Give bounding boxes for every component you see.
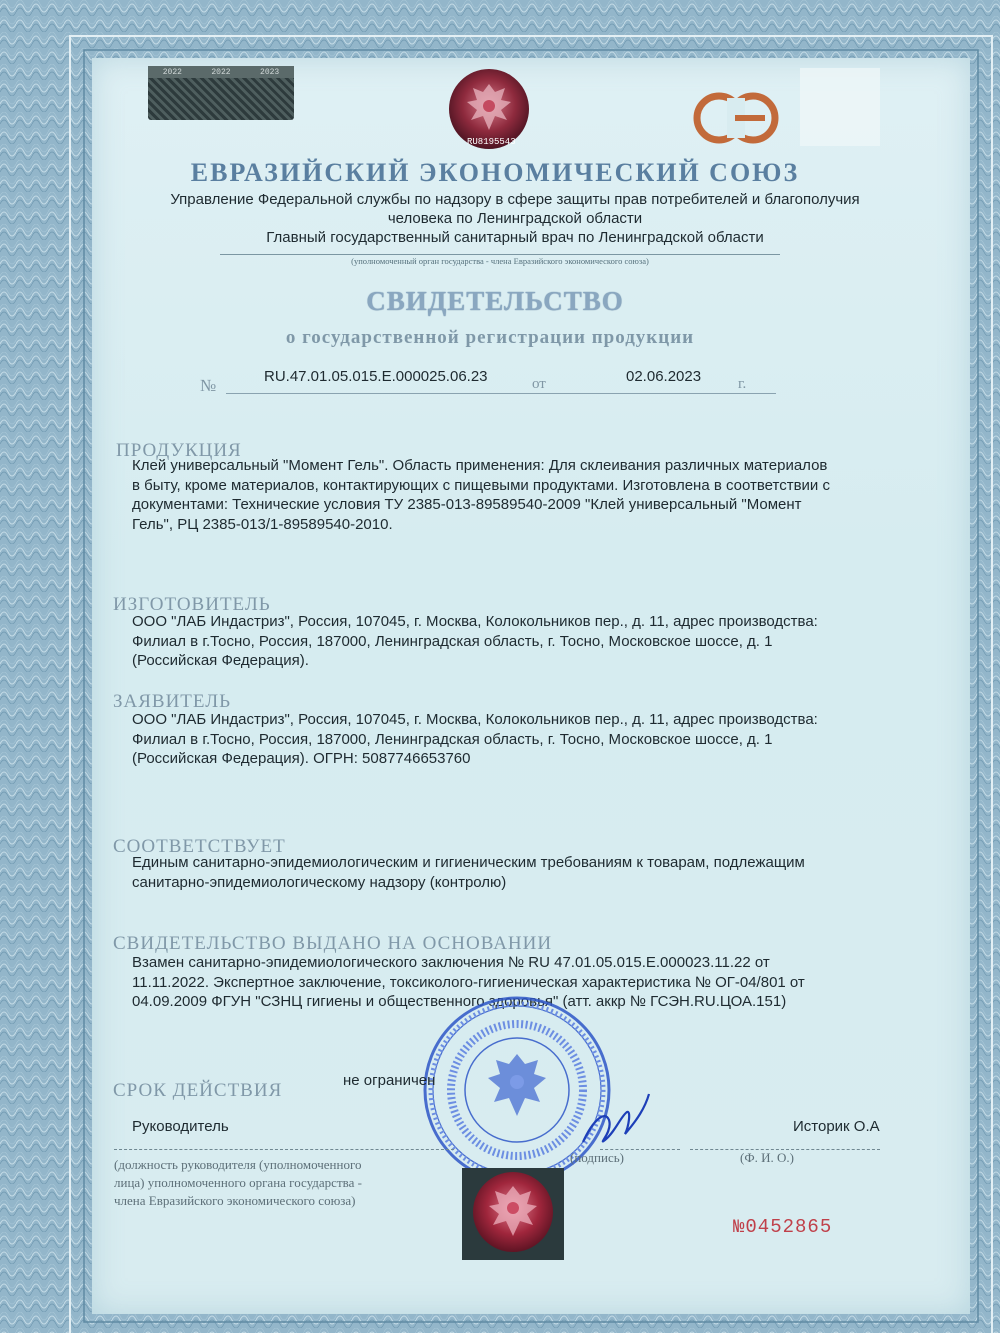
product-heading: ПРОДУКЦИЯ [116,440,242,461]
text-line: Гель", РЦ 2385-013/1-89589540-2010. [132,515,393,533]
text-line: документами: Технические условия ТУ 2385-013-89589540-2009 "Клей универсальный "Момент [132,496,802,513]
certificate-subtitle: о государственной регистрации продукции [285,327,695,348]
certificate-number: RU.47.01.05.015.Е.000025.06.23 [264,368,488,385]
hologram-strip [148,68,294,120]
applicant-heading: ЗАЯВИТЕЛЬ [113,691,232,712]
union-title: ЕВРАЗИЙСКИЙ ЭКОНОМИЧЕСКИЙ СОЮЗ [190,158,800,187]
text-line: ООО "ЛАБ Индастриз", Россия, 107045, г. Москва, Колокольников пер., д. 11, адрес производства: [132,613,818,630]
basis-heading: СВИДЕТЕЛЬСТВО ВЫДАНО НА ОСНОВАНИИ [113,933,553,954]
manufacturer-text [132,612,818,671]
from-label: от [532,376,546,392]
authority-line: человека по Ленинградской области [387,210,643,227]
complies-text [132,853,805,892]
role-line [114,1149,454,1150]
certificate-date: 02.06.2023 [626,368,702,385]
applicant-text [132,710,818,769]
complies-heading: СООТВЕТСТВУЕТ [113,836,286,857]
text-line: 11.11.2022. Экспертное заключение, токсиколого-гигиеническая характеристика № ОГ-04/801 от [132,973,805,991]
hologram-year: 2023 [260,67,280,77]
product-text [132,456,830,534]
authority-note: (уполномоченный орган государства - члена Евразийского экономического союза) [220,254,780,266]
authority-line: Управление Федеральной службы по надзору в сфере защиты прав потребителей и благополучия [170,191,860,208]
signatory-role: Руководитель [132,1118,229,1135]
hologram-seal-icon [462,1168,564,1260]
fio-note: (Ф. И. О.) [740,1150,794,1165]
number-label: № [200,376,217,395]
role-note-line: лица) уполномоченного органа государства - [114,1175,362,1190]
role-note [114,1156,362,1210]
eagle-seal-icon [437,68,541,150]
role-note-line: (должность руководителя (уполномоченного [114,1157,362,1172]
text-line: (Российская Федерация). [132,652,309,669]
text-line: Филиал в г.Тосно, Россия, 187000, Ленинградская область, г. Тосно, Московское шоссе, д. 1 [132,730,773,748]
text-line: в быту, кроме материалов, контактирующих с пищевыми продуктами. Изготовлена в соответствии с [132,476,830,494]
serial-number: №0452865 [733,1216,833,1238]
text-line: Единым санитарно-эпидемиологическим и гигиеническим требованиям к товарам, подлежащим [132,854,805,871]
se-logo-icon [693,88,779,148]
text-line: 04.09.2009 ФГУН "СЗНЦ гигиены и общественного здоровья" (атт. аккр № ГСЭН.RU.ЦОА.151) [132,993,787,1010]
seal-number: RU8195543 [467,137,516,147]
validity-heading: СРОК ДЕЙСТВИЯ [113,1080,283,1101]
blank-patch [800,68,880,146]
signature-note: (подпись) [570,1150,624,1165]
year-suffix: г. [738,376,747,392]
text-line: Филиал в г.Тосно, Россия, 187000, Ленинградская область, г. Тосно, Московское шоссе, д. 1 [132,632,773,650]
signatory-name: Историк О.А [793,1118,880,1135]
text-line: (Российская Федерация). ОГРН: 5087746653760 [132,750,471,767]
text-line: Взамен санитарно-эпидемиологического заключения № RU 47.01.05.015.Е.000023.11.22 от [132,954,770,971]
authority-line: Главный государственный санитарный врач по Ленинградской области [266,229,764,246]
certificate-title: СВИДЕТЕЛЬСТВО [366,286,624,316]
number-underline [226,393,776,394]
text-line: Клей универсальный "Момент Гель". Область применения: Для склеивания различных материалов [132,457,828,474]
validity-value: не ограничен [343,1072,436,1089]
role-note-line: члена Евразийского экономического союза) [114,1193,356,1208]
text-line: ООО "ЛАБ Индастриз", Россия, 107045, г. Москва, Колокольников пер., д. 11, адрес производства: [132,711,818,728]
hologram-year: 2022 [162,67,182,77]
text-line: санитарно-эпидемиологическому надзору (контролю) [132,873,507,891]
manufacturer-heading: ИЗГОТОВИТЕЛЬ [113,594,271,615]
hologram-year: 2022 [211,67,231,77]
